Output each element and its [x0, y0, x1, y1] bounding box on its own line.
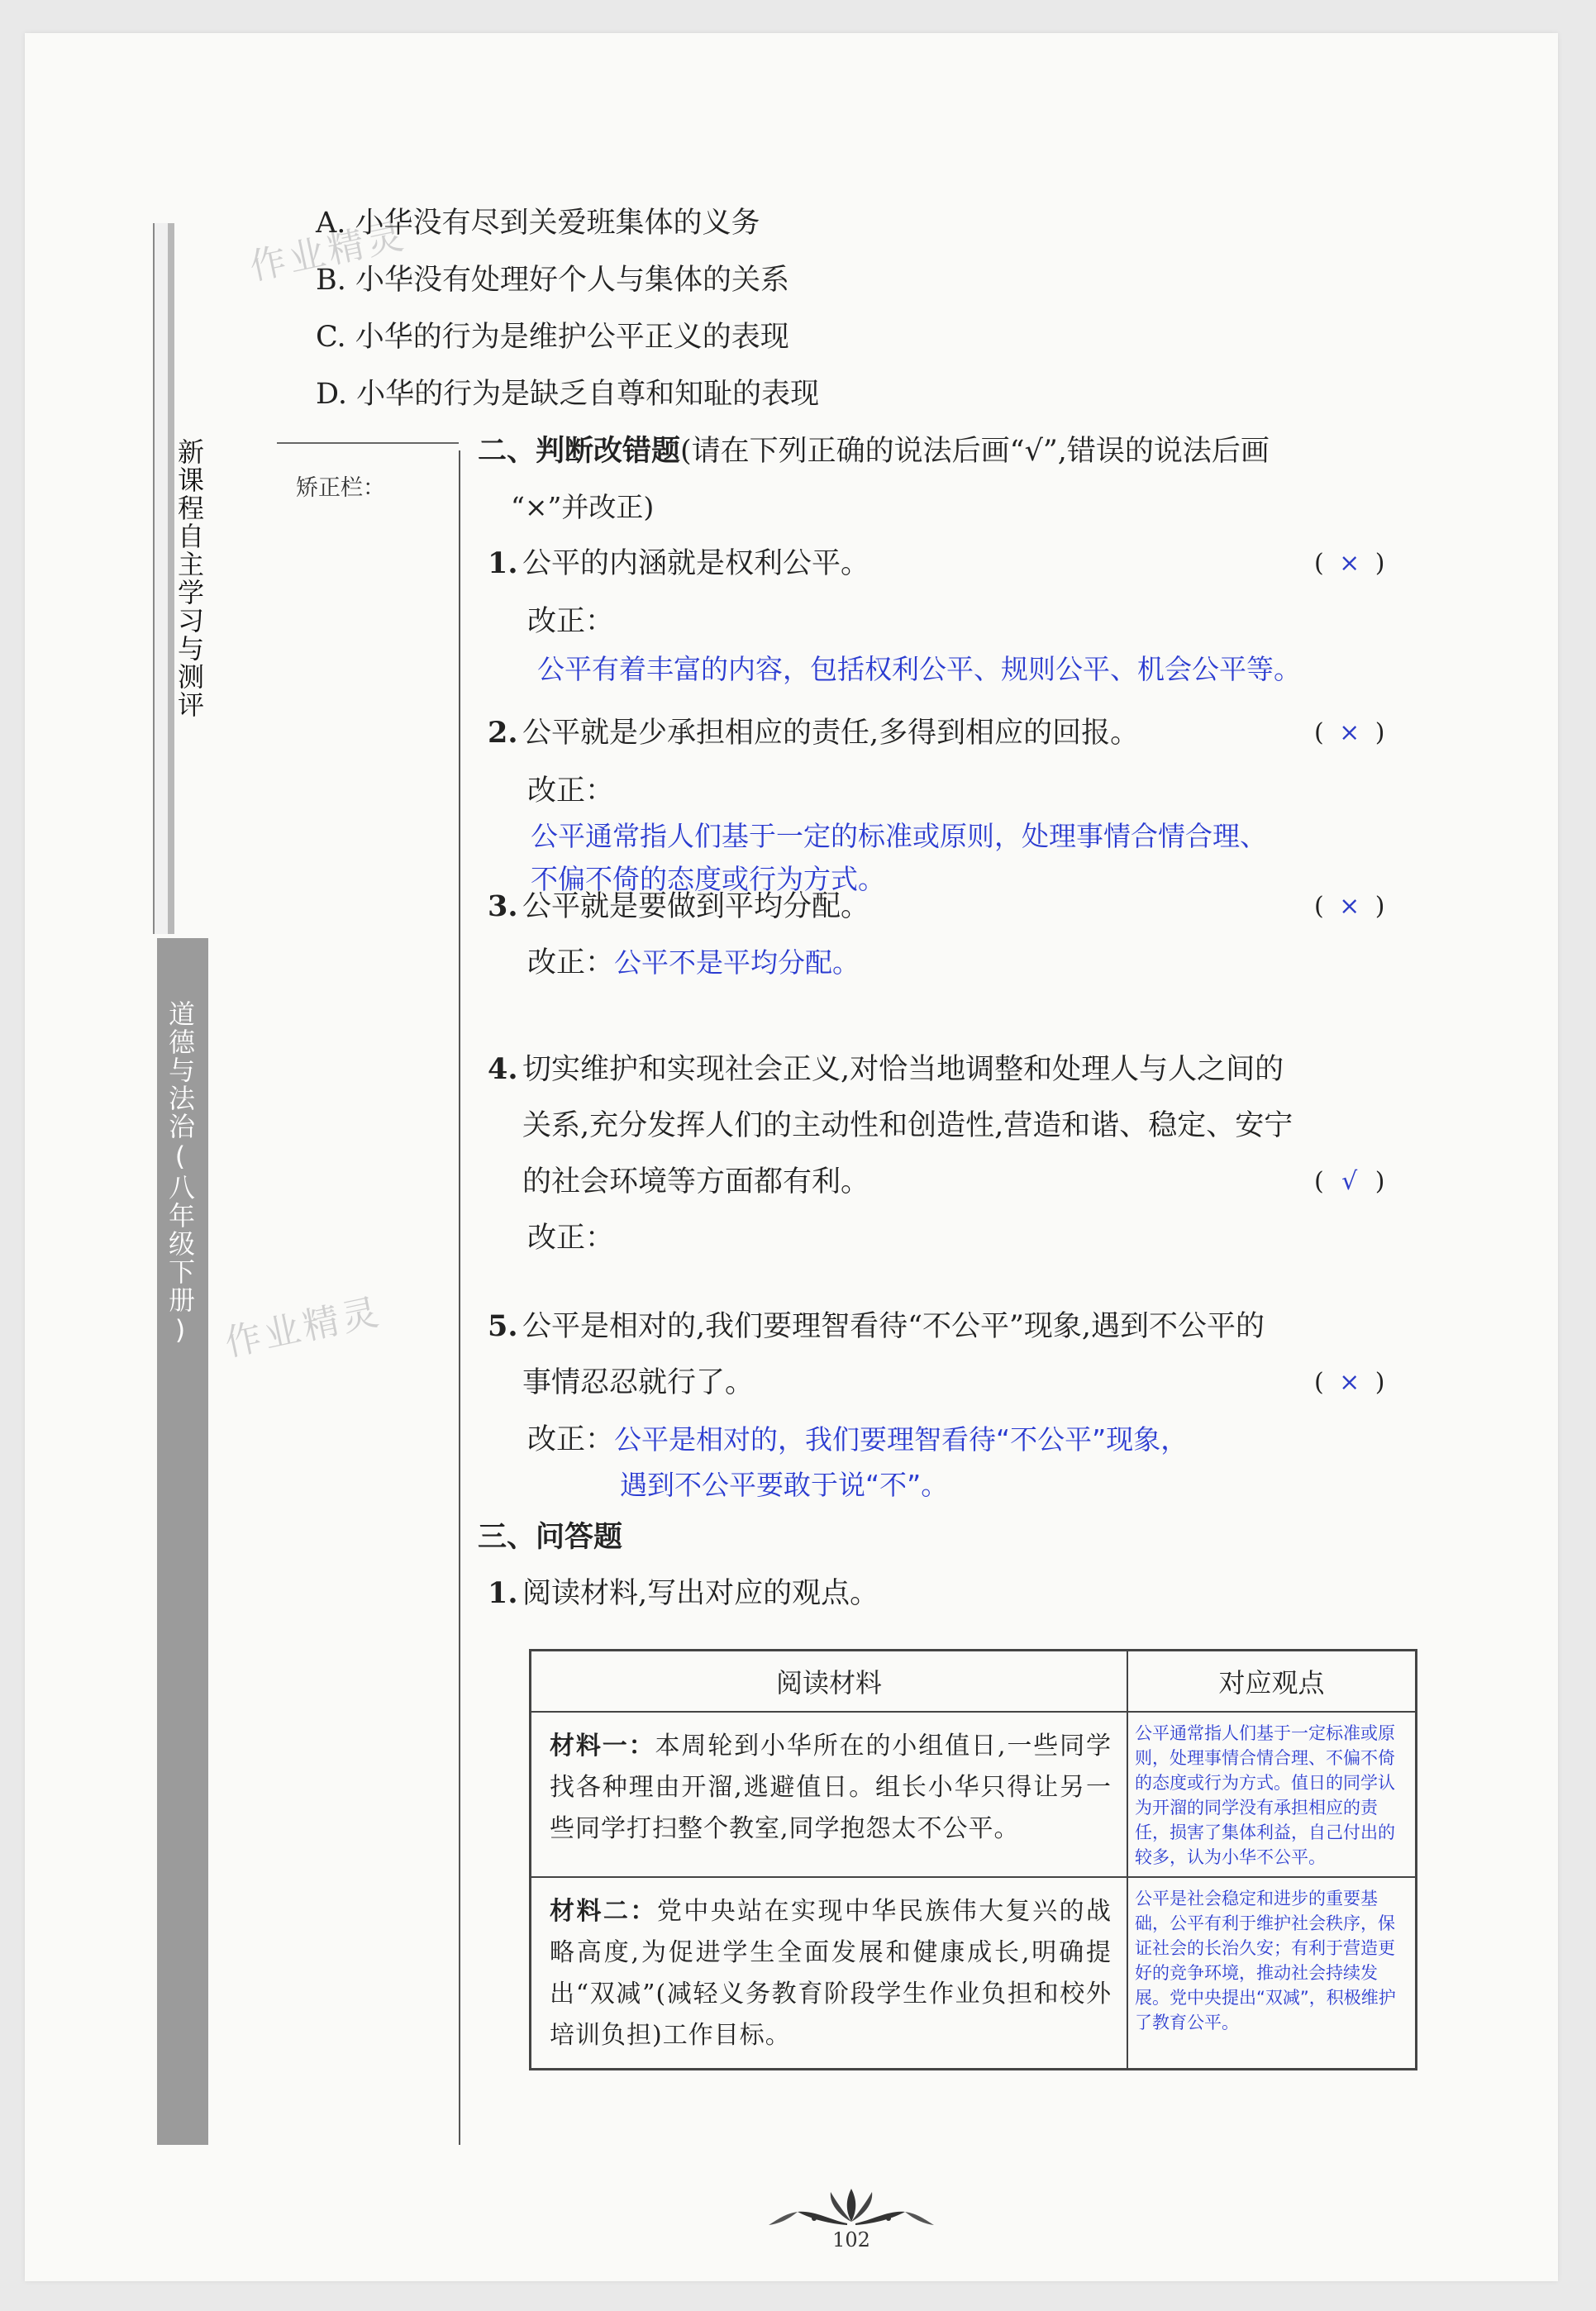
question-text-line-1: 切实维护和实现社会正义,对恰当地调整和处理人与人之间的: [522, 1053, 1284, 1086]
page-number: 102: [832, 2228, 870, 2251]
question-text-line-2: 事情忍忍就行了。: [522, 1366, 755, 1399]
option-a: A. 小华没有尽到关爱班集体的义务: [316, 207, 760, 240]
question-1: [488, 546, 869, 582]
material-text: 党中央站在实现中华民族伟大复兴的战略高度,为促进学生全面发展和健康成长,明确提出“双减”(减轻义务教育阶段学生作业负担和校外培训负担)工作目标。: [550, 1897, 1112, 2050]
question-text-line-3: 的社会环境等方面都有利。: [522, 1165, 870, 1198]
margin-divider: [277, 442, 459, 444]
question-number: 2.: [488, 716, 518, 750]
question-number: 1.: [488, 1576, 518, 1610]
watermark: 作业精灵: [245, 214, 411, 289]
correction-2-line-1: 公平通常指人们基于一定的标准或原则，处理事情合情合理、: [531, 820, 1267, 852]
question-number: 4.: [488, 1052, 518, 1086]
header-reading-material: 阅读材料: [531, 1651, 1128, 1713]
correction-5-line-1: 公平是相对的，我们要理智看待“不公平”现象，: [614, 1423, 1189, 1456]
table-header-row: [531, 1651, 1417, 1713]
question-text: 公平就是少承担相应的责任,多得到相应的回报。: [522, 717, 1140, 750]
header-corresponding-view: 对应观点: [1127, 1651, 1417, 1713]
material-text: 本周轮到小华所在的小组值日,一些同学找各种理由开溜,逃避值日。组长小华只得让另一些同学打扫整个教室,同学抱怨太不公平。: [550, 1732, 1112, 1843]
correction-1-line-1: 公平有着丰富的内容，包括权利公平、规则公平、机会公平等。: [537, 653, 1301, 685]
section-2-heading: [478, 433, 1270, 469]
correction-5-line-2: 遇到不公平要敢于说“不”。: [620, 1469, 949, 1501]
question-text-line-2: 关系,充分发挥人们的主动性和创造性,营造和谐、稳定、安宁: [522, 1109, 1293, 1142]
answer-mark-3: ( × ): [1314, 892, 1385, 921]
footer-ornament-icon: [765, 2182, 938, 2232]
material-cell: [531, 1712, 1128, 1877]
correction-label: 改正：: [527, 605, 615, 638]
sidebar-subject-title: 道德与法治(八年级下册): [164, 1000, 196, 1347]
option-d: D. 小华的行为是缺乏自尊和知耻的表现: [316, 378, 820, 411]
correction-label: 改正：: [527, 1423, 615, 1456]
answer-mark-1: ( × ): [1314, 549, 1385, 578]
material-label: 材料一：: [550, 1732, 655, 1761]
correction-3: [527, 945, 860, 981]
option-c: C. 小华的行为是维护公平正义的表现: [316, 321, 789, 354]
question-number: 5.: [488, 1309, 518, 1343]
question-text: 公平的内涵就是权利公平。: [522, 547, 870, 580]
answer-mark-2: ( × ): [1314, 718, 1385, 747]
question-5: [488, 1308, 1265, 1345]
answer-mark-5: ( × ): [1314, 1368, 1385, 1397]
question-text: 公平就是要做到平均分配。: [522, 890, 870, 923]
question-3: [488, 889, 869, 925]
reading-material-table: [529, 1649, 1417, 2070]
section-3-question-1: [488, 1575, 879, 1612]
table-row: [531, 1877, 1417, 2070]
option-b: B. 小华没有处理好个人与集体的关系: [316, 264, 789, 297]
section-3-title: 三、问答题: [478, 1521, 623, 1554]
material-label: 材料二：: [550, 1897, 657, 1926]
correction-column-label: 矫正栏：: [296, 475, 385, 501]
question-number: 3.: [488, 889, 518, 923]
margin-rule: [459, 450, 460, 2145]
correction-5: [527, 1422, 1188, 1458]
question-text: 阅读材料,写出对应的观点。: [522, 1577, 879, 1610]
page: [25, 33, 1558, 2281]
answer-mark-4: ( √ ): [1314, 1167, 1385, 1196]
answer-cell: 公平是社会稳定和进步的重要基础，公平有利于维护社会秩序，保证社会的长治久安；有利于营造更好的竞争环境，推动社会持续发展。党中央提出“双减”，积极维护了教育公平。: [1127, 1877, 1417, 2070]
question-number: 1.: [488, 546, 518, 580]
table-row: [531, 1712, 1417, 1877]
section-2-instruction-cont: “×”并改正): [511, 491, 655, 523]
correction-label: 改正：: [527, 1222, 615, 1255]
section-2-title: 二、判断改错题: [478, 435, 681, 468]
correction-label: 改正：: [527, 774, 615, 808]
question-text-line-1: 公平是相对的,我们要理智看待“不公平”现象,遇到不公平的: [522, 1310, 1265, 1343]
section-2-instruction: (请在下列正确的说法后画“√”,错误的说法后画: [680, 435, 1270, 468]
watermark: 作业精灵: [221, 1290, 386, 1365]
question-2: [488, 715, 1139, 751]
answer-cell: 公平通常指人们基于一定标准或原则，处理事情合情合理、不偏不倚的态度或行为方式。值日的同学认为开溜的同学没有承担相应的责任，损害了集体利益，自己付出的较多，认为小华不公平。: [1127, 1712, 1417, 1877]
question-4: [488, 1051, 1284, 1088]
material-cell: [531, 1877, 1128, 2070]
sidebar-series-title: 新课程自主学习与测评: [174, 438, 205, 719]
correction-3-line-1: 公平不是平均分配。: [614, 946, 860, 979]
correction-2-line-2: 不偏不倚的态度或行为方式。: [531, 863, 885, 895]
correction-label: 改正：: [527, 946, 615, 979]
